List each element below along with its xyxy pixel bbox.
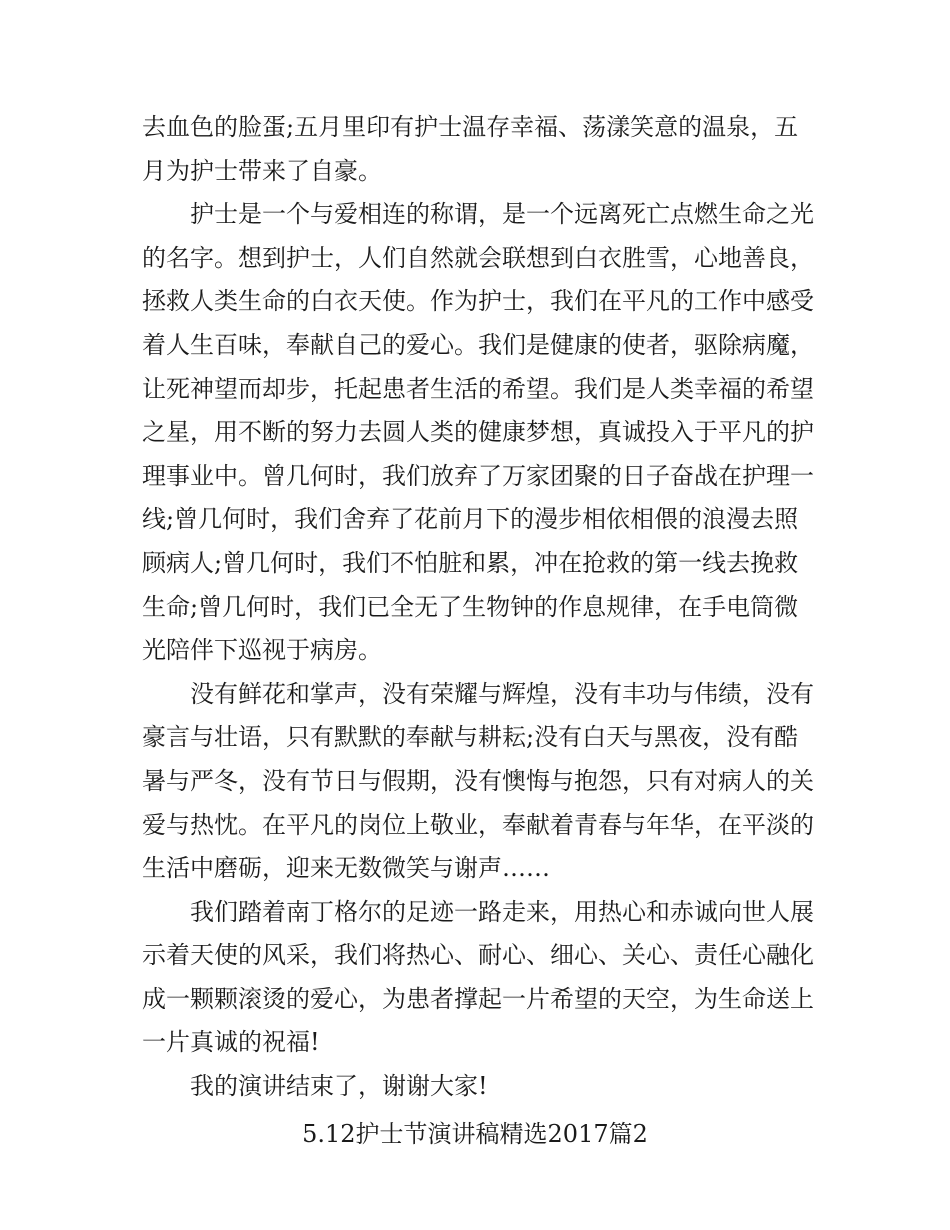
- paragraph-nurse-title: 护士是一个与爱相连的称谓，是一个远离死亡点燃生命之光的名字。想到护士，人们自然就会联想到白衣胜雪，心地善良，拯救人类生命的白衣天使。作为护士，我们在平凡的工作中感受着人生百味，奉献自己的爱心。我们是健康的使者，驱除病魔，让死神望而却步，托起患者生活的希望。我们是人类幸福的希望之星，用不断的努力去圆人类的健康梦想，真诚投入于平凡的护理事业中。曾几何时，我们放弃了万家团聚的日子奋战在护理一线;曾几何时，我们舍弃了花前月下的漫步相依相偎的浪漫去照顾病人;曾几何时，我们不怕脏和累，冲在抢救的第一线去挽救生命;曾几何时，我们已全无了生物钟的作息规律，在手电筒微光陪伴下巡视于病房。: [142, 200, 814, 665]
- next-section-heading: 5.12护士节演讲稿精选2017篇2: [302, 1120, 648, 1148]
- paragraph-no-flowers: 没有鲜花和掌声，没有荣耀与辉煌，没有丰功与伟绩，没有豪言与壮语，只有默默的奉献与耕耘;没有白天与黑夜，没有酷暑与严冬，没有节日与假期，没有懊悔与抱怨，只有对病人的关爱与热忱。在平凡的岗位上敬业，奉献着青春与年华，在平淡的生活中磨砺，迎来无数微笑与谢声……: [142, 679, 814, 883]
- paragraph-nightingale: 我们踏着南丁格尔的足迹一路走来，用热心和赤诚向世人展示着天使的风采，我们将热心、耐心、细心、关心、责任心融化成一颗颗滚烫的爱心，为患者撑起一片希望的天空，为生命送上一片真诚的祝福!: [142, 897, 814, 1057]
- document-body: [142, 106, 814, 1109]
- paragraph-continuation: 去血色的脸蛋;五月里印有护士温存幸福、荡漾笑意的温泉，五月为护士带来了自豪。: [142, 113, 799, 185]
- paragraph-closing: 我的演讲结束了，谢谢大家!: [190, 1072, 488, 1101]
